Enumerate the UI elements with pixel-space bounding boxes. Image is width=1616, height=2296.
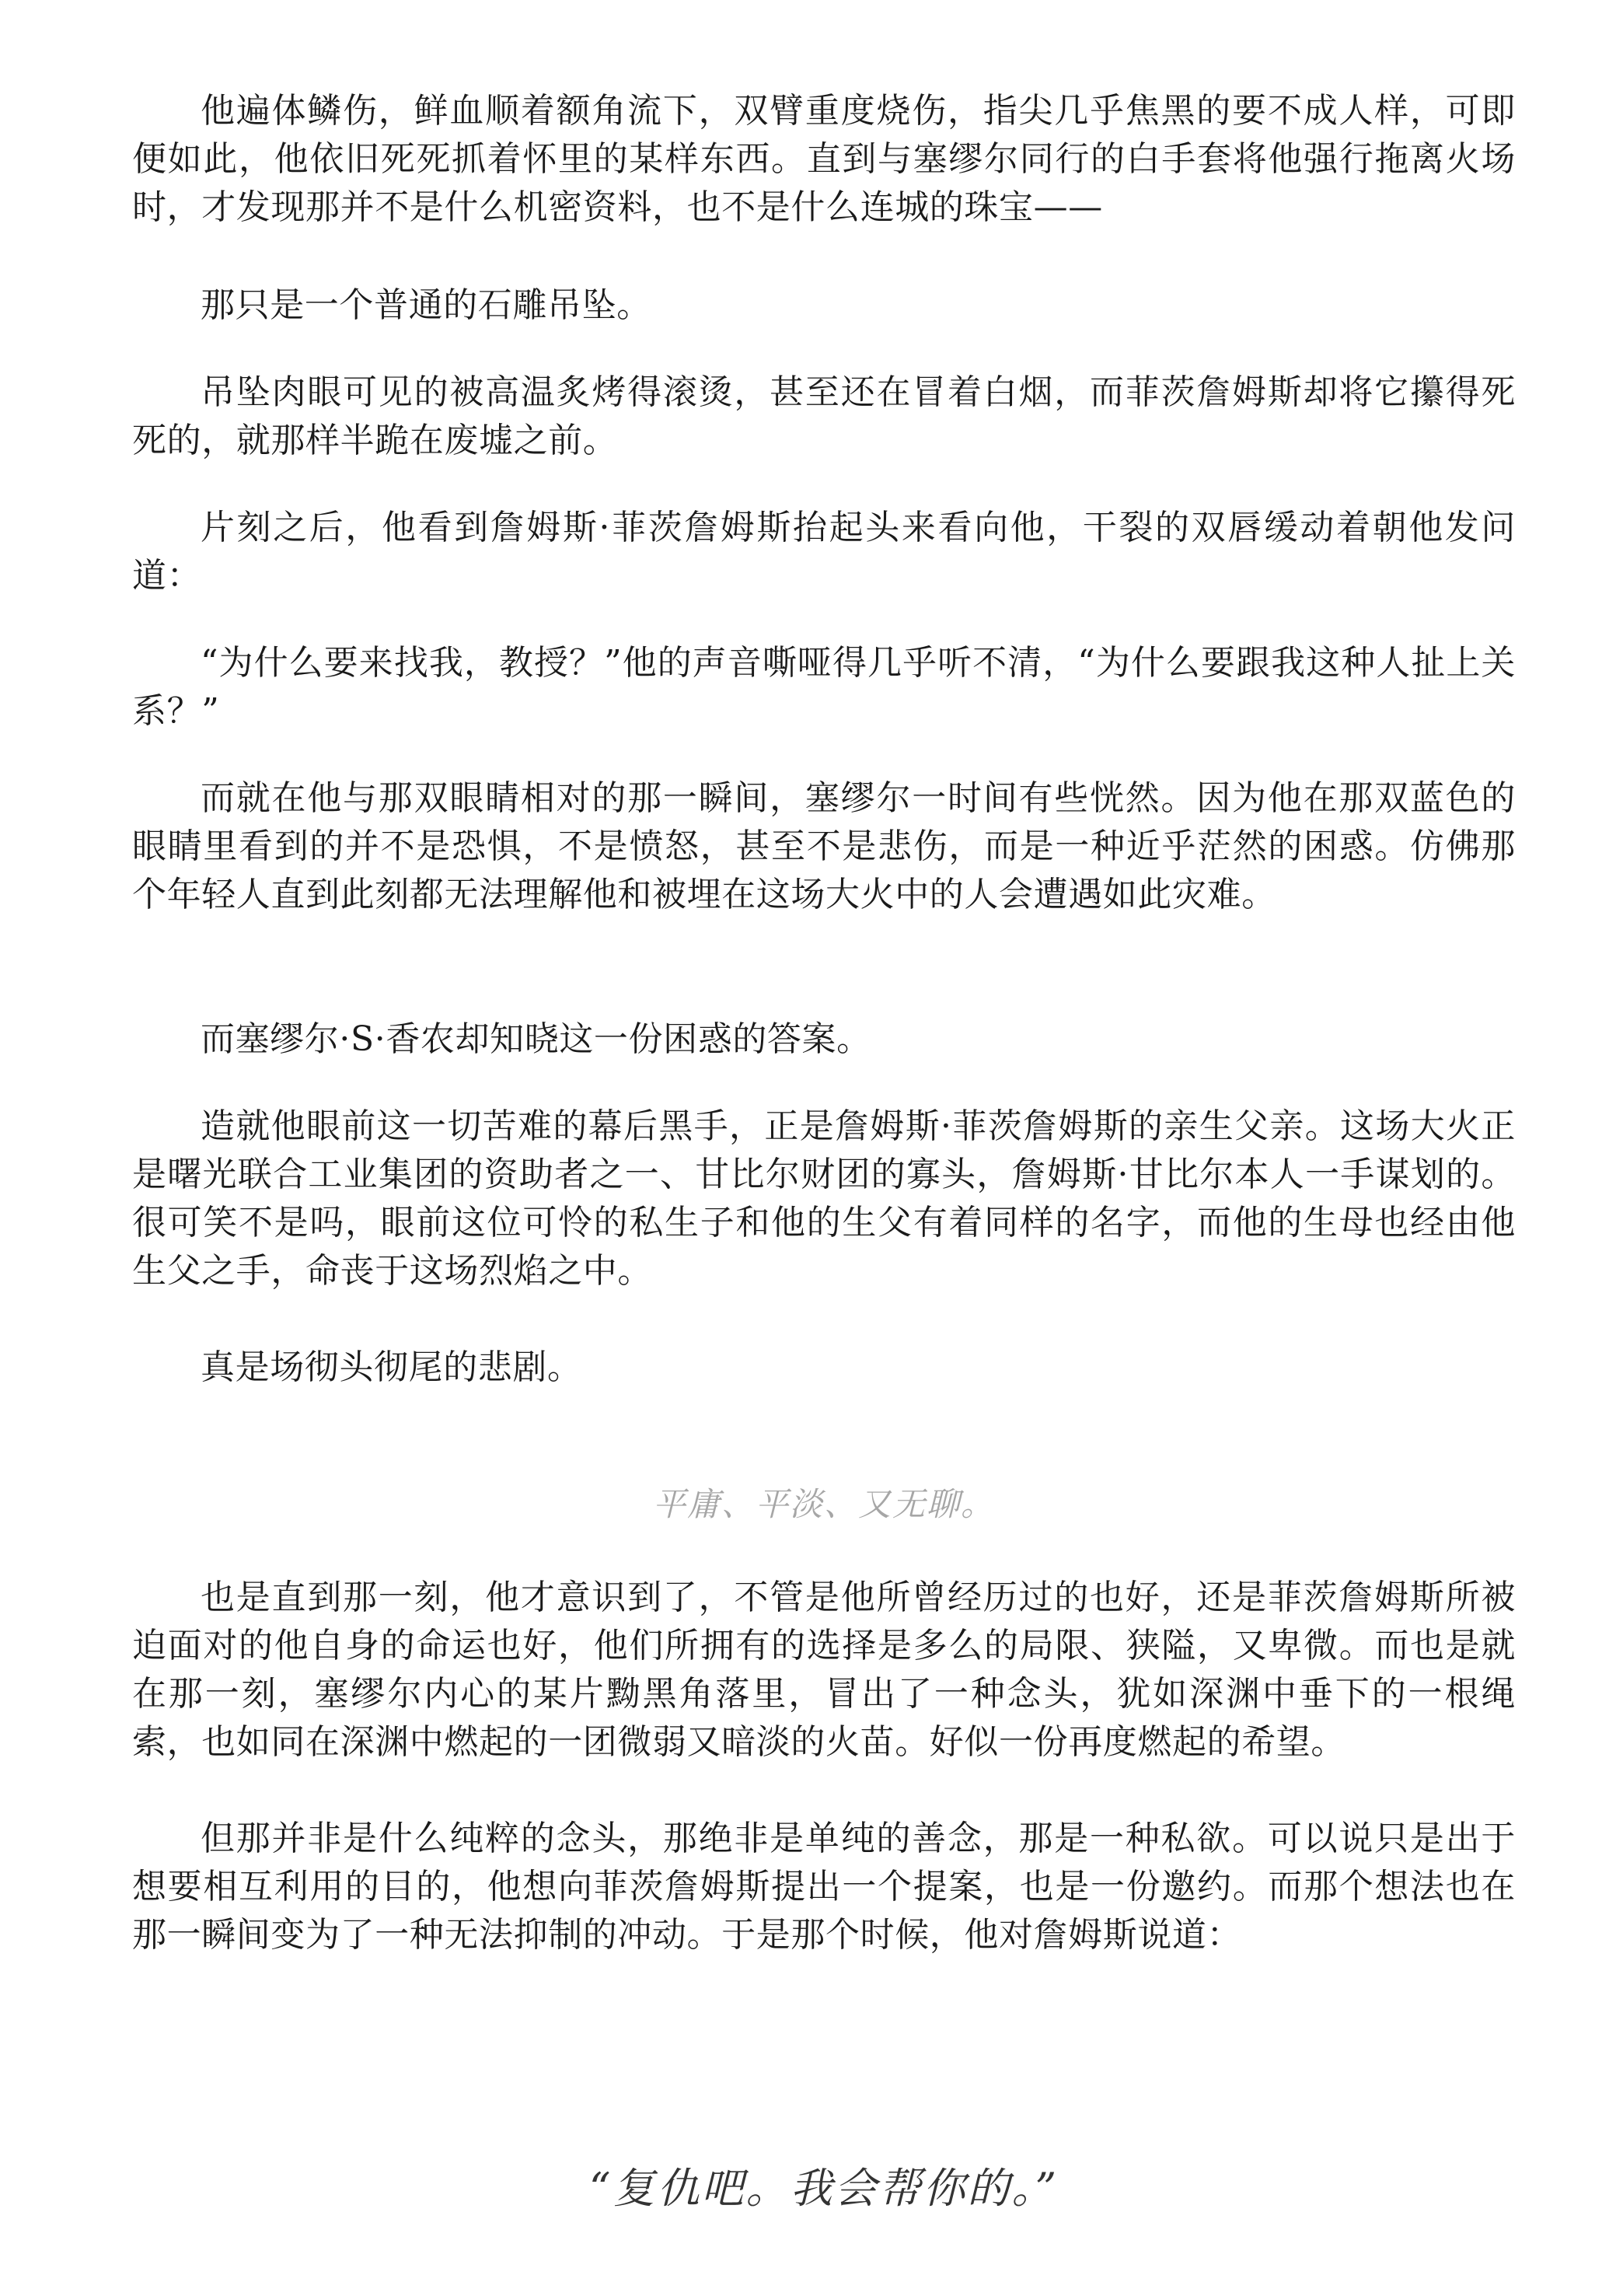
closing-quote: “复仇吧。我会帮你的。” [588, 2164, 1059, 2213]
paragraph-6: 而就在他与那双眼睛相对的那一瞬间，塞缪尔一时间有些恍然。因为他在那双蓝色的眼睛里看到的并不是恐惧，不是愤怒，甚至不是悲伤，而是一种近乎茫然的困惑。仿佛那个年轻人直到此刻都无法理解他和被埋在这场大火中的人会遭遇如此灾难。 [132, 778, 1516, 914]
paragraph-10: 也是直到那一刻，他才意识到了，不管是他所曾经历过的也好，还是菲茨詹姆斯所被迫面对的他自身的命运也好，他们所拥有的选择是多么的局限、狭隘，又卑微。而也是就在那一刻，塞缪尔内心的某片黝黑角落里，冒出了一种念头，犹如深渊中垂下的一根绳索，也如同在深渊中燃起的一团微弱又暗淡的火苗。好似一份再度燃起的希望。 [132, 1578, 1516, 1762]
paragraph-7: 而塞缪尔·S·香农却知晓这一份困惑的答案。 [201, 1019, 871, 1059]
paragraph-9: 真是场彻头彻尾的悲剧。 [201, 1347, 582, 1387]
paragraph-11: 但那并非是什么纯粹的念头，那绝非是单纯的善念，那是一种私欲。可以说只是出于想要相互利用的目的，他想向菲茨詹姆斯提出一个提案，也是一份邀约。而那个想法也在那一瞬间变为了一种无法抑制的冲动。于是那个时候，他对詹姆斯说道： [132, 1819, 1516, 1955]
paragraph-8: 造就他眼前这一切苦难的幕后黑手，正是詹姆斯·菲茨詹姆斯的亲生父亲。这场大火正是曙光联合工业集团的资助者之一、甘比尔财团的寡头，詹姆斯·甘比尔本人一手谋划的。很可笑不是吗，眼前这位可怜的私生子和他的生父有着同样的名字，而他的生母也经由他生父之手，命丧于这场烈焰之中。 [132, 1106, 1516, 1291]
document-page [132, 0, 1516, 2296]
paragraph-3: 吊坠肉眼可见的被高温炙烤得滚烫，甚至还在冒着白烟，而菲茨詹姆斯却将它攥得死死的，就那样半跪在废墟之前。 [132, 372, 1516, 460]
paragraph-4: 片刻之后，他看到詹姆斯·菲茨詹姆斯抬起头来看向他，干裂的双唇缓动着朝他发问道： [132, 508, 1516, 596]
paragraph-5: “为什么要来找我，教授？”他的声音嘶哑得几乎听不清，“为什么要跟我这种人扯上关系？” [132, 643, 1516, 731]
paragraph-1: 他遍体鳞伤，鲜血顺着额角流下，双臂重度烧伤，指尖几乎焦黑的要不成人样，可即便如此，他依旧死死抓着怀里的某样东西。直到与塞缪尔同行的白手套将他强行拖离火场时，才发现那并不是什么机密资料，也不是什么连城的珠宝—— [132, 91, 1516, 227]
section-divider: 平庸、平淡、又无聊。 [652, 1485, 995, 1523]
paragraph-2: 那只是一个普通的石雕吊坠。 [201, 285, 651, 325]
